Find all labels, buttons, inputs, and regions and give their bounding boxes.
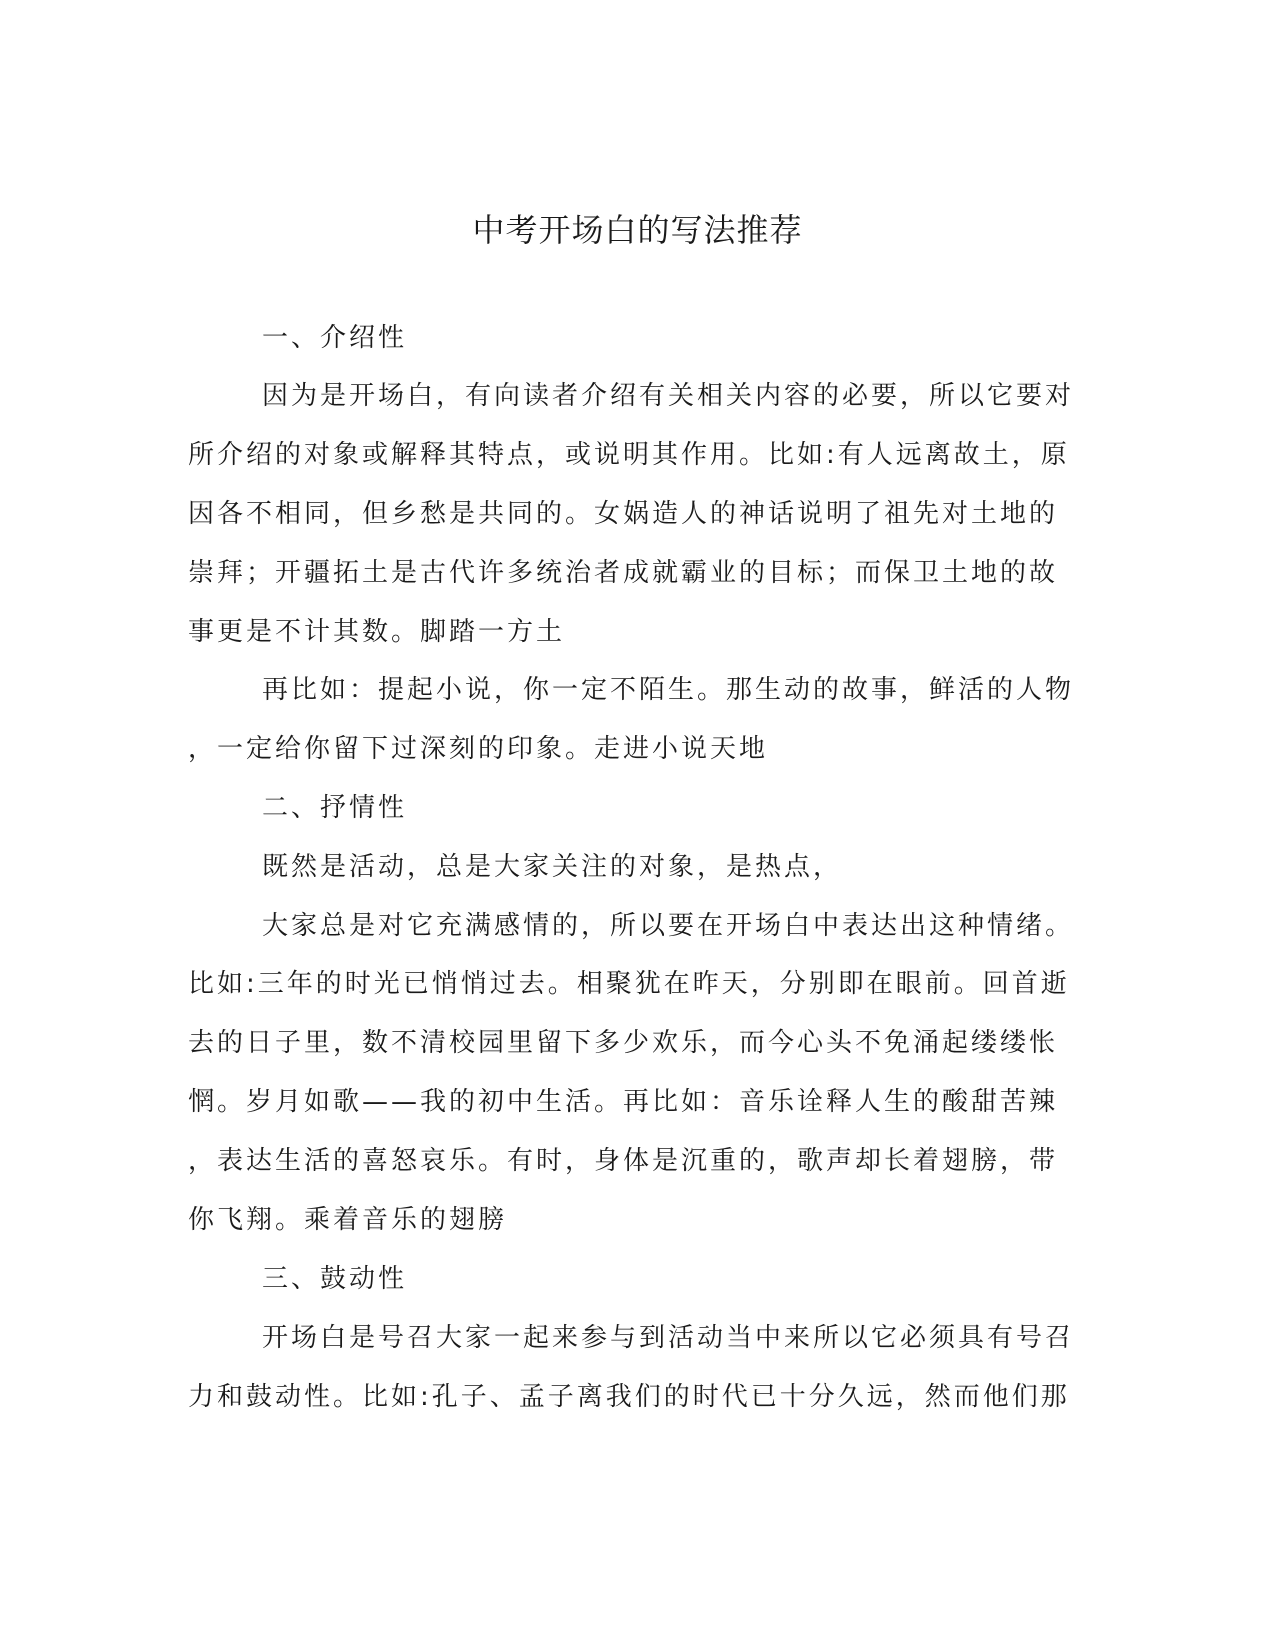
paragraph-line: 比如:三年的时光已悄悄过去。相聚犹在昨天，分别即在眼前。回首逝 [188,969,1070,999]
paragraph-line: ，一定给你留下过深刻的印象。走进小说天地 [188,734,769,764]
paragraph-line: 崇拜；开疆拓土是古代许多统治者成就霸业的目标；而保卫土地的故 [188,558,1059,588]
paragraph-line: 再比如：提起小说，你一定不陌生。那生动的故事，鲜活的人物 [262,675,1075,705]
paragraph-line: 因各不相同，但乡愁是共同的。女娲造人的神话说明了祖先对土地的 [188,499,1059,529]
document-title: 中考开场白的写法推荐 [472,211,803,249]
paragraph-line: 力和鼓动性。比如:孔子、孟子离我们的时代已十分久远，然而他们那 [188,1382,1070,1412]
paragraph-line: 既然是活动，总是大家关注的对象，是热点， [262,852,843,882]
paragraph-line: ，表达生活的喜怒哀乐。有时，身体是沉重的，歌声却长着翅膀，带 [188,1146,1059,1176]
paragraph-line: 事更是不计其数。脚踏一方土 [188,617,566,647]
paragraph-line: 惘。岁月如歌——我的初中生活。再比如：音乐诠释人生的酸甜苦辣 [188,1087,1059,1117]
paragraph-line: 大家总是对它充满感情的，所以要在开场白中表达出这种情绪。 [262,911,1075,941]
paragraph-line: 因为是开场白，有向读者介绍有关相关内容的必要，所以它要对 [262,381,1075,411]
paragraph-line: 所介绍的对象或解释其特点，或说明其作用。比如:有人远离故土，原 [188,440,1070,470]
heading-introductory: 一、介绍性 [262,323,408,353]
paragraph-line: 开场白是号召大家一起来参与到活动当中来所以它必须具有号召 [262,1323,1075,1353]
heading-lyrical: 二、抒情性 [262,793,408,823]
paragraph-line: 去的日子里，数不清校园里留下多少欢乐，而今心头不免涌起缕缕怅 [188,1028,1059,1058]
heading-inspiring: 三、鼓动性 [262,1264,408,1294]
paragraph-line: 你飞翔。乘着音乐的翅膀 [188,1205,508,1235]
